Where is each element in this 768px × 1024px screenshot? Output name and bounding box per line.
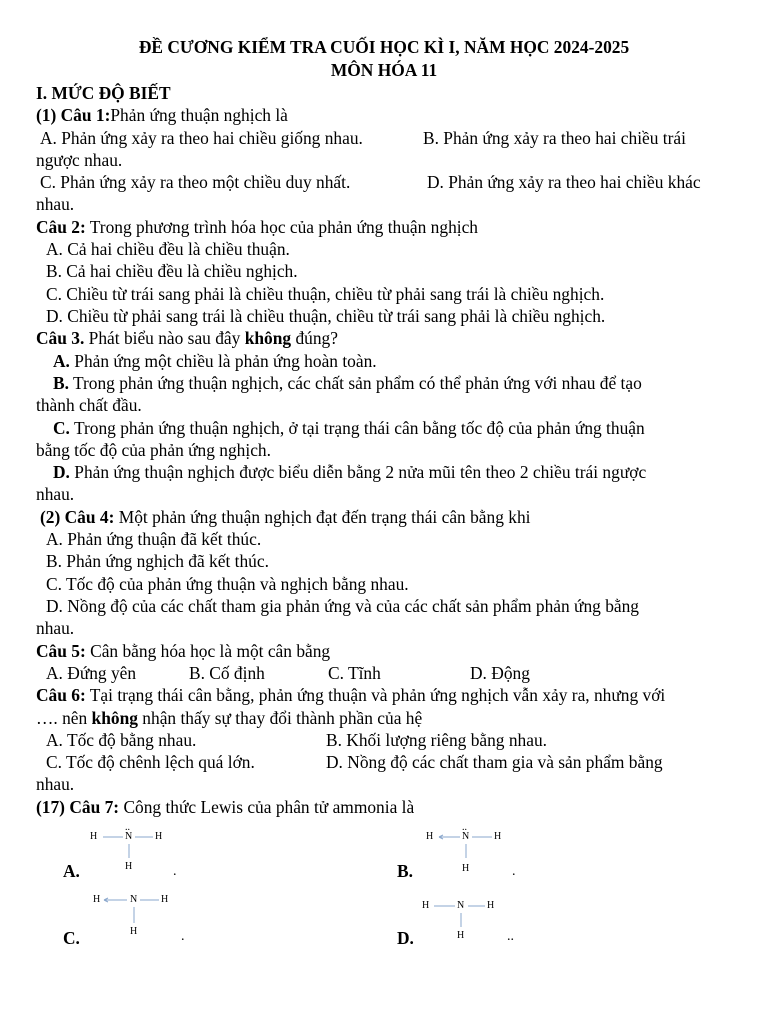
question-5-text: Cân bằng hóa học là một cân bằng [85,641,331,661]
q7-lewis-structure-a [90,822,180,878]
q3-option-a-label: A. [53,351,70,371]
question-6-text-end: nhận thấy sự thay đổi thành phần của hệ [137,708,423,728]
q2-option-b: B. Cả hai chiều đều là chiều nghịch. [46,261,298,281]
question-6-emphasis: không [91,708,138,728]
question-6-number: Câu 6: [36,685,86,705]
question-3-text: Phát biểu nào sau đây [84,328,245,348]
q1-option-d: D. Phản ứng xảy ra theo hai chiều khác [427,172,701,192]
q7-lewis-structure-b [426,822,526,878]
q6-option-d: D. Nồng độ các chất tham gia và sản phẩm bằng [326,752,663,772]
q4-option-a: A. Phản ứng thuận đã kết thúc. [46,529,262,549]
q6-option-a: A. Tốc độ bằng nhau. [46,730,197,750]
question-7-number: (17) Câu 7: [36,797,120,817]
atom-h: H [487,900,495,911]
question-1 [36,104,288,126]
question-4 [40,506,530,528]
q3-option-a [53,350,377,372]
q6-option-c: C. Tốc độ chênh lệch quá lớn. [46,752,255,772]
q6-option-d-cont: nhau. [36,774,75,794]
lone-pair-dots: .. [125,822,130,833]
q3-option-c-label: C. [53,418,70,438]
q2-option-c: C. Chiều từ trái sang phải là chiều thuận, chiều từ phải sang trái là chiều nghịch. [46,284,605,304]
question-5 [36,640,330,662]
q3-option-d-text: Phản ứng thuận nghịch được biểu diễn bằng 2 nửa mũi tên theo 2 chiều trái ngược [69,462,647,482]
q3-option-c [53,417,645,439]
q3-option-c-text: Trong phản ứng thuận nghịch, ở tại trạng thái cân bằng tốc độ của phản ứng thuận [69,418,645,438]
q7-lewis-structure-d [422,900,522,956]
q4-option-c: C. Tốc độ của phản ứng thuận và nghịch bằng nhau. [46,574,409,594]
q3-option-d [53,461,646,483]
question-1-text: Phản ứng thuận nghịch là [110,105,288,125]
atom-n: N [130,894,138,905]
q1-option-b-cont: ngược nhau. [36,150,123,170]
document-title: ĐỀ CƯƠNG KIỂM TRA CUỐI HỌC KÌ I, NĂM HỌC 2024-2025 [138,37,630,57]
q5-option-b: B. Cố định [189,663,265,683]
atom-h: H [494,831,502,842]
question-2-number: Câu 2: [36,217,86,237]
q3-option-d-label: D. [53,462,70,482]
q2-option-a: A. Cả hai chiều đều là chiều thuận. [46,239,290,259]
q1-option-d-cont: nhau. [36,194,75,214]
q2-option-d: D. Chiều từ phải sang trái là chiều thuận, chiều từ trái sang phải là chiều nghịch. [46,306,606,326]
document-subtitle: MÔN HÓA 11 [330,60,438,80]
atom-h: H [93,894,101,905]
q3-option-a-text: Phản ứng một chiều là phản ứng hoàn toàn. [69,351,377,371]
q5-option-d: D. Động [470,663,530,683]
q1-option-a: A. Phản ứng xảy ra theo hai chiều giống nhau. [40,128,363,148]
q7-lewis-bonds-a [90,822,180,878]
atom-h: H [125,861,133,872]
question-3-emphasis: không [244,328,292,348]
q6-option-b: B. Khối lượng riêng bằng nhau. [326,730,548,750]
atom-n: N [457,900,465,911]
trailing-dot: . [181,929,185,944]
q7-lewis-bonds-d [422,900,522,956]
question-3-number: Câu 3. [36,328,85,348]
lone-pair-dots: .. [462,822,467,833]
q1-option-b: B. Phản ứng xảy ra theo hai chiều trái [423,128,686,148]
question-4-text: Một phản ứng thuận nghịch đạt đến trạng thái cân bằng khi [114,507,531,527]
question-4-number: (2) Câu 4: [40,507,115,527]
section-heading: I. MỨC ĐỘ BIẾT [36,83,171,103]
q3-option-c-cont: bằng tốc độ của phản ứng nghịch. [36,440,271,460]
q1-option-c: C. Phản ứng xảy ra theo một chiều duy nhất. [40,172,351,192]
atom-h: H [130,926,138,937]
atom-h: H [426,831,434,842]
q3-option-b-cont: thành chất đầu. [36,395,142,415]
atom-h: H [155,831,163,842]
atom-h: H [462,863,470,874]
question-7-text: Công thức Lewis của phân tử ammonia là [119,797,415,817]
question-7 [36,796,414,818]
question-2-text: Trong phương trình hóa học của phản ứng thuận nghịch [85,217,479,237]
question-6-text-cont: …. nên [36,708,92,728]
q3-option-b-label: B. [53,373,69,393]
q4-option-d-cont: nhau. [36,618,75,638]
question-2 [36,216,478,238]
question-6-cont [36,707,422,729]
q4-option-d: D. Nồng độ của các chất tham gia phản ứng và của các chất sản phẩm phản ứng bằng [46,596,640,616]
q7-option-c-label: C. [63,928,80,948]
atom-h: H [161,894,169,905]
trailing-dot: . [512,864,516,879]
question-1-number: (1) Câu 1: [36,105,111,125]
question-6 [36,684,665,706]
q7-lewis-bonds-b [426,822,526,878]
trailing-dot: . [173,864,177,879]
q7-option-a-label: A. [63,861,80,881]
question-3-text-end: đúng? [291,328,338,348]
atom-h: H [422,900,430,911]
q7-option-b-label: B. [397,861,413,881]
q3-option-b [53,372,642,394]
q7-lewis-bonds-c [93,893,193,949]
question-5-number: Câu 5: [36,641,86,661]
q5-option-c: C. Tĩnh [328,663,381,683]
q3-option-b-text: Trong phản ứng thuận nghịch, các chất sản phẩm có thể phản ứng với nhau để tạo [68,373,642,393]
q4-option-b: B. Phản ứng nghịch đã kết thúc. [46,551,269,571]
atom-h: H [457,930,465,941]
question-3 [36,327,338,349]
q7-option-d-label: D. [397,928,414,948]
atom-n: N [125,831,133,842]
q3-option-d-cont: nhau. [36,484,75,504]
q5-option-a: A. Đứng yên [46,663,137,683]
question-6-text: Tại trạng thái cân bằng, phản ứng thuận và phản ứng nghịch vẫn xảy ra, nhưng với [85,685,666,705]
q7-lewis-structure-c [93,893,193,949]
atom-n: N [462,831,470,842]
trailing-dots: .. [507,929,514,944]
atom-h: H [90,831,98,842]
